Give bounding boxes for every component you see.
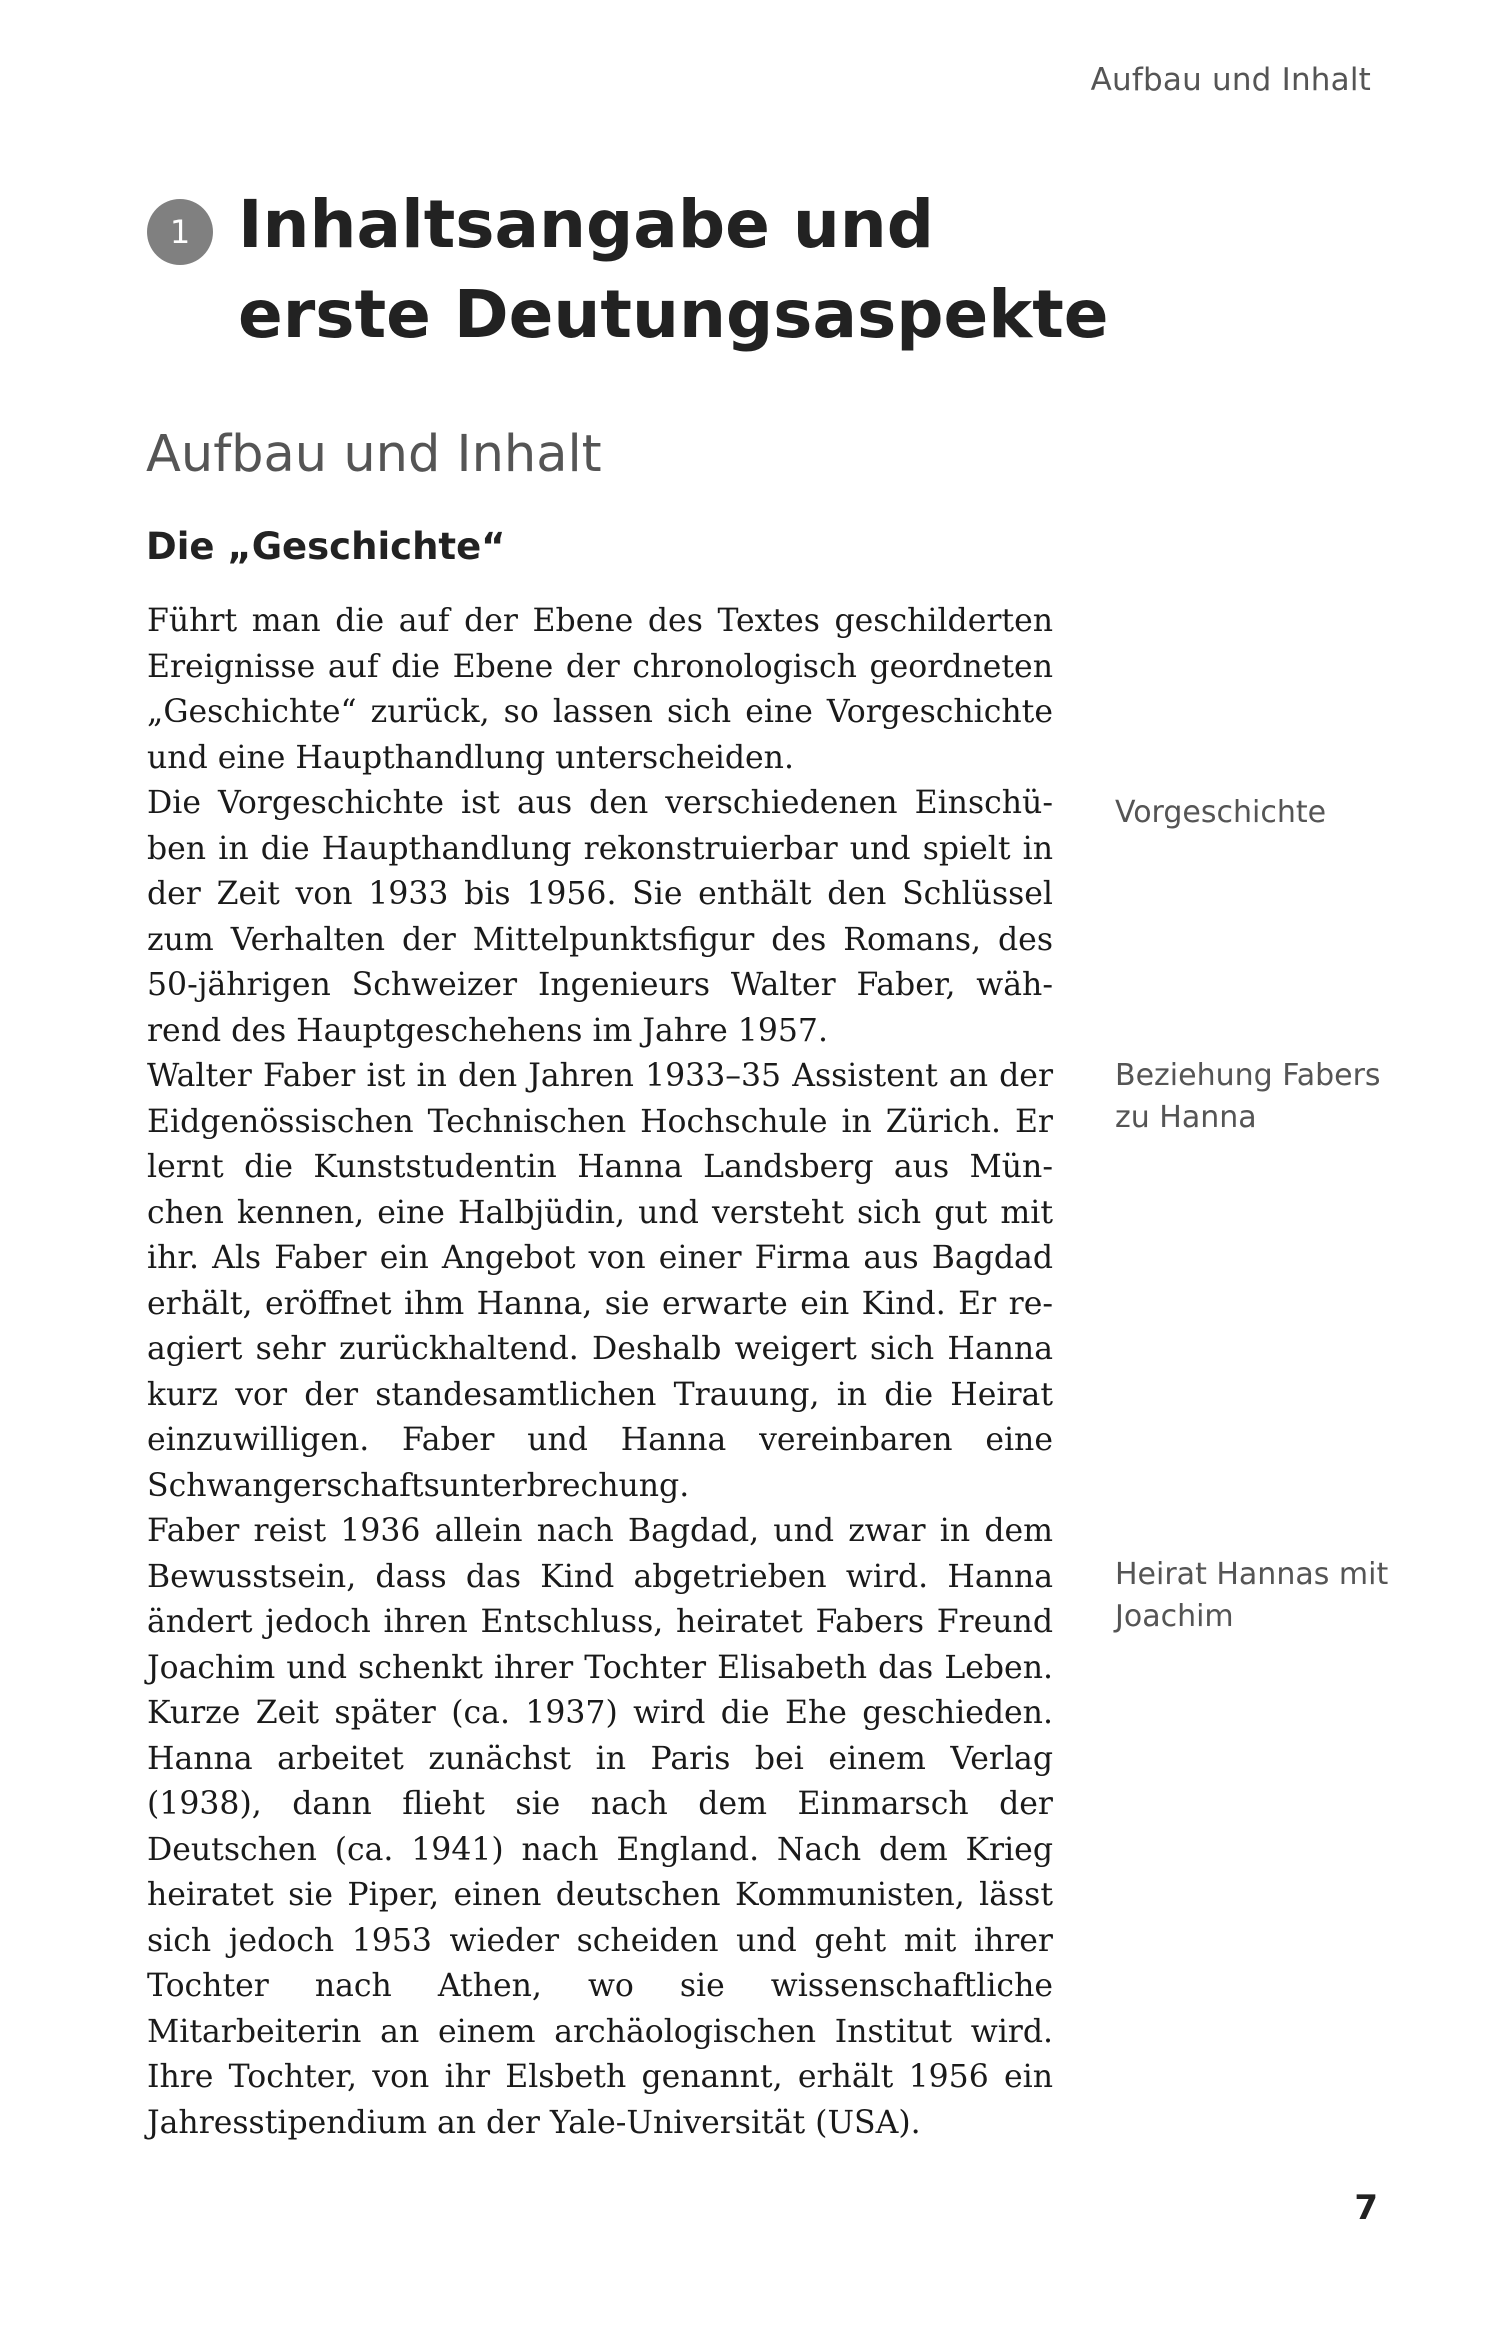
chapter-title: Inhaltsangabe und erste Deutungsaspekte xyxy=(238,186,1109,353)
paragraph-vorgeschichte: Die Vorgeschichte ist aus den verschiedenen Einschüben in die Haupthandlung rekonstruierbar und spielt in der Zeit von 1933 bis 1956. Sie enthält den Schlüssel zum Verhalten der Mittelpunktsfigur des Romans, des 50-jährigen Schweizer Ingenieurs Walter Faber, während des Hauptgeschehens im Jahre 1957. xyxy=(147,785,1053,1049)
paragraph-heirat: Faber reist 1936 allein nach Bagdad, und zwar in dem Bewusstsein, dass das Kind abgetrieben wird. Hanna ändert jedoch ihren Entschluss, heiratet Fabers Freund Joachim und schenkt ihrer Tochter Elisabeth das Leben. Kurze Zeit später (ca. 1937) wird die Ehe geschieden. Hanna arbeitet zunächst in Paris bei einem Verlag (1938), dann flieht sie nach dem Einmarsch der Deutschen (ca. 1941) nach England. Nach dem Krieg heiratet sie Piper, einen deutschen Kommunisten, lässt sich jedoch 1953 wieder scheiden und geht mit ihrer Tochter nach Athen, wo sie wissenschaftliche Mitarbeiterin an einem archäologischen Institut wird. Ihre Tochter, von ihr Elsbeth genannt, erhält 1956 ein Jahresstipendium an der Yale-Universität (USA). xyxy=(147,1513,1053,2141)
running-head: Aufbau und Inhalt xyxy=(1090,62,1371,98)
paragraph-intro: Führt man die auf der Ebene des Textes geschilderten Ereignisse auf die Ebene der chronologisch geordneten „Geschichte“ zurück, so lassen sich eine Vorgeschichte und eine Haupthandlung unterscheiden. xyxy=(147,603,1053,776)
margin-note-beziehung: Beziehung Fabers zu Hanna xyxy=(1115,1058,1381,1135)
chapter-number-badge: 1 xyxy=(147,199,213,265)
margin-note-heirat: Heirat Hannas mit Joachim xyxy=(1115,1557,1389,1634)
body-text xyxy=(147,599,1053,2146)
page-number: 7 xyxy=(1354,2188,1378,2228)
section-title: Aufbau und Inhalt xyxy=(146,425,602,484)
subsection-title: Die „Geschichte“ xyxy=(146,525,506,568)
paragraph-beziehung: Walter Faber ist in den Jahren 1933–35 Assistent an der Eidgenössischen Technischen Hochschule in Zürich. Er lernt die Kunststudentin Hanna Landsberg aus München kennen, eine Halbjüdin, und versteht sich gut mit ihr. Als Faber ein Angebot von einer Firma aus Bagdad erhält, eröffnet ihm Hanna, sie erwarte ein Kind. Er reagiert sehr zurückhaltend. Deshalb weigert sich Hanna kurz vor der standesamtlichen Trauung, in die Heirat einzuwilligen. Faber und Hanna vereinbaren eine Schwangerschaftsunterbrechung. xyxy=(147,1058,1053,1504)
margin-note-vorgeschichte: Vorgeschichte xyxy=(1115,795,1327,830)
